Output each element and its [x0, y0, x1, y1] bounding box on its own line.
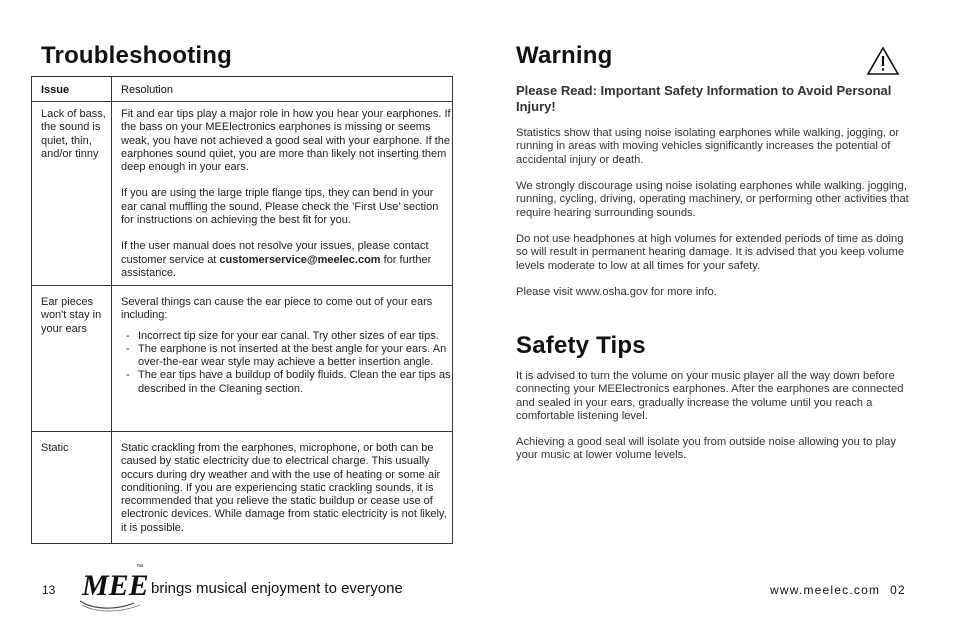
warning-triangle-icon — [866, 46, 900, 76]
troubleshooting-title: Troubleshooting — [41, 42, 232, 69]
contact-prefix: If the user manual does not resolve your issues, please contact customer service at — [121, 240, 429, 266]
page-number-right: 02 — [890, 583, 906, 597]
contact-suffix: for further assistance. — [121, 253, 432, 279]
troubleshooting-table — [31, 76, 453, 544]
issue-text: Static — [41, 442, 69, 454]
osha-paragraph: Please visit www.osha.gov for more info. — [516, 286, 717, 298]
cause-list — [121, 330, 451, 396]
footer-right — [770, 583, 906, 597]
safety-tips-title: Safety Tips — [516, 332, 646, 359]
warning-paragraph: Do not use headphones at high volumes for extended periods of time as doing so will result in permanent hearing damage. It is advised that you keep volume levels moderate to low at all times for your safety. — [516, 233, 905, 272]
list-item: - Incorrect tip size for your ear canal. Try other sizes of ear tips. — [126, 329, 439, 342]
resolution-header: Resolution — [121, 84, 173, 96]
website-link[interactable]: www.meelec.com — [770, 583, 881, 597]
tagline: brings musical enjoyment to everyone — [151, 580, 403, 597]
warning-paragraph: We strongly discourage using noise isolating earphones while walking. jogging, running, cycling, driving, operating machinery, or performing other activities that require hearing surrounding sounds. — [516, 180, 909, 219]
svg-text:MEE: MEE — [82, 569, 149, 602]
resolution-text — [121, 108, 451, 293]
warning-title: Warning — [516, 42, 613, 69]
warning-paragraph: Statistics show that using noise isolating earphones while walking, jogging, or running in areas with moving vehicles significantly increases the potential of accidental injury or death. — [516, 127, 900, 166]
svg-text:™: ™ — [136, 564, 143, 571]
resolution-paragraph: If you are using the large triple flange tips, they can bend in your ear canal muffling the sound. Please check the ’First Use’ section for instructions on achieving the best fit for you. — [121, 187, 439, 227]
contact-paragraph — [121, 240, 451, 280]
table-header-row — [32, 77, 452, 102]
mee-logo — [74, 557, 154, 613]
list-item: - The earphone is not inserted at the best angle for your ears. An over-the-ear wear style may achieve a better insertion angle. — [126, 342, 447, 369]
table-row — [32, 102, 452, 286]
issue-header: Issue — [41, 84, 70, 96]
list-item: - The ear tips have a buildup of bodily fluids. Clean the ear tips as described in the Cleaning section. — [126, 369, 451, 395]
support-email-link[interactable]: customerservice@meelec.com — [219, 253, 381, 266]
page-number-left: 13 — [42, 583, 56, 597]
table-row — [32, 432, 452, 544]
issue-text: Ear pieces won't stay in your ears — [41, 296, 102, 335]
resolution-text — [121, 296, 451, 396]
table-row — [32, 286, 452, 432]
warning-subtitle: Please Read: Important Safety Information to Avoid Personal Injury! — [516, 83, 892, 114]
safety-paragraph: It is advised to turn the volume on your music player all the way down before connecting your MEElectronics earphones. After the earphones are connected and sealed in your ears, gradually increase the volume until you reach a comfortable listening level. — [516, 370, 904, 423]
resolution-text: Static crackling from the earphones, microphone, or both can be caused by static electricity due to electrical charge. This usually occurs during dry weather and with the use of heating or some air conditioning. If you are experiencing static crackling sounds, it is recommended that you relieve the static buildup or cease use of electronic devices. While damage from static electricity is not likely, it is possible. — [121, 442, 447, 534]
resolution-intro: Several things can cause the ear piece to come out of your ears including: — [121, 296, 433, 322]
safety-paragraph: Achieving a good seal will isolate you from outside noise allowing you to play your music at lower volume levels. — [516, 436, 896, 462]
resolution-paragraph: Fit and ear tips play a major role in how you hear your earphones. If the bass on your MEElectronics earphones is missing or seems weak, you have not achieved a good seal with your earphone. If the earphones sound quiet, you are more than likely not inserting them deep enough in your ears. — [121, 108, 451, 174]
issue-text: Lack of bass, the sound is quiet, thin, and/or tinny — [41, 108, 106, 160]
